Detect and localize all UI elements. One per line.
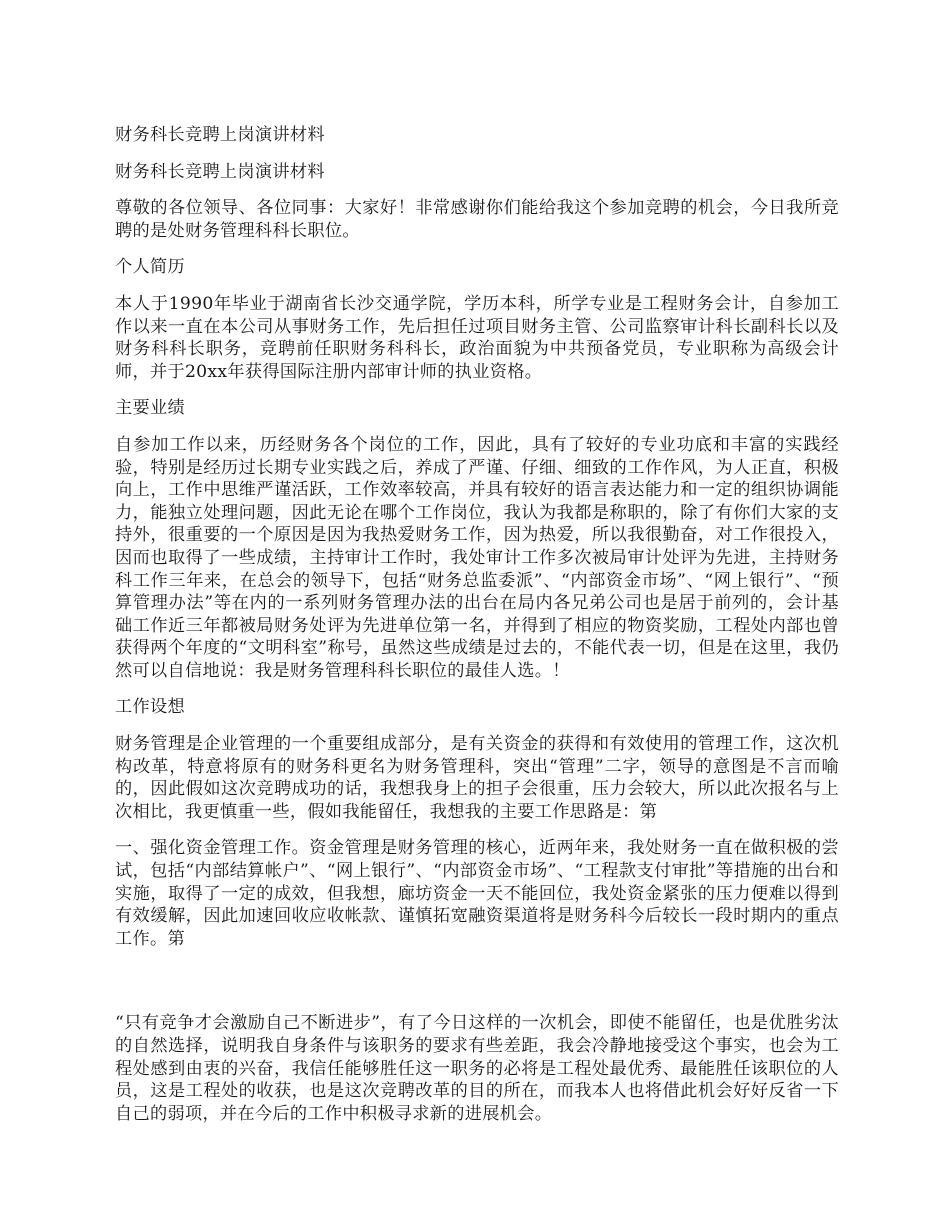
resume-paragraph: 本人于1990年毕业于湖南省长沙交通学院，学历本科，所学专业是工程财务会计，自参加工作以来一直在本公司从事财务工作，先后担任过项目财务主管、公司监察审计科长副科长以及财务科科长职务，竞聘前任职财务科科长，政治面貌为中共预备党员，专业职称为高级会计师，并于20xx年获得国际注册内部审计师的执业资格。 <box>115 293 839 382</box>
plan-item-1: 一、强化资金管理工作。资金管理是财务管理的核心，近两年来，我处财务一直在做积极的尝试，包括“内部结算帐户”、“网上银行”、“内部资金市场”、“工程款支付审批”等措施的出台和实施，取得了一定的成效，但我想，廊坊资金一天不能回位，我处资金紧张的压力便难以得到有效缓解，因此加速回收应收帐款、谨慎拓宽融资渠道将是财务科今后较长一段时期内的重点工作。第 <box>115 838 839 949</box>
section-heading-plan: 工作设想 <box>115 697 185 718</box>
page-gap <box>115 964 839 1012</box>
document-header-title: 财务科长竞聘上岗演讲材料 <box>115 125 325 145</box>
plan-paragraph: 财务管理是企业管理的一个重要组成部分，是有关资金的获得和有效使用的管理工作，这次机构改革，特意将原有的财务科更名为财务管理科，突出“管理”二字，领导的意图是不言而喻的，因此假如这次竞聘成功的话，我想我身上的担子会很重，压力会较大，所以此次报名与上次相比，我更慎重一些，假如我能留任，我想我的主要工作思路是：第 <box>115 734 839 822</box>
section-heading-resume: 个人简历 <box>115 257 185 278</box>
document-page <box>115 124 839 1139</box>
section-heading-achievements: 主要业绩 <box>115 398 185 419</box>
closing-paragraph: “只有竞争才会激励自己不断进步”，有了今日这样的一次机会，即使不能留任，也是优胜劣汰的自然选择，说明我自身条件与该职务的要求有些差距，我会冷静地接受这个事实，也会为工程处感到由衷的兴奋，我信任能够胜任这一职务的必将是工程处最优秀、最能胜任该职位的人员，这是工程处的收获，也是这次竞聘改革的目的所在，而我本人也将借此机会好好反省一下自己的弱项，并在今后的工作中积极寻求新的进展机会。 <box>115 1013 839 1124</box>
document-title: 财务科长竞聘上岗演讲材料 <box>115 161 325 182</box>
greeting-paragraph: 尊敬的各位领导、各位同事：大家好！非常感谢你们能给我这个参加竞聘的机会，今日我所竞聘的是处财务管理科科长职位。 <box>115 198 839 241</box>
achievements-paragraph: 自参加工作以来，历经财务各个岗位的工作，因此，具有了较好的专业功底和丰富的实践经验，特别是经历过长期专业实践之后，养成了严谨、仔细、细致的工作作风，为人正直，积极向上，工作中思维严谨活跃，工作效率较高，并具有较好的语言表达能力和一定的组织协调能力，能独立处理问题，因此无论在哪个工作岗位，我认为我都是称职的，除了有你们大家的支持外，很重要的一个原因是因为我热爱财务工作，因为热爱，所以我很勤奋，对工作很投入，因而也取得了一些成绩，主持审计工作时，我处审计工作多次被局审计处评为先进，主持财务科工作三年来，在总会的领导下，包括“财务总监委派”、“内部资金市场”、“网上银行”、“预算管理办法”等在内的一系列财务管理办法的出台在局内各兄弟公司也是居于前列的，会计基础工作近三年都被局财务处评为先进单位第一名，并得到了相应的物资奖励，工程处内部也曾获得两个年度的“文明科室”称号，虽然这些成绩是过去的，不能代表一切，但是在这里，我仍然可以自信地说：我是财务管理科科长职位的最佳人选。！ <box>115 434 839 681</box>
